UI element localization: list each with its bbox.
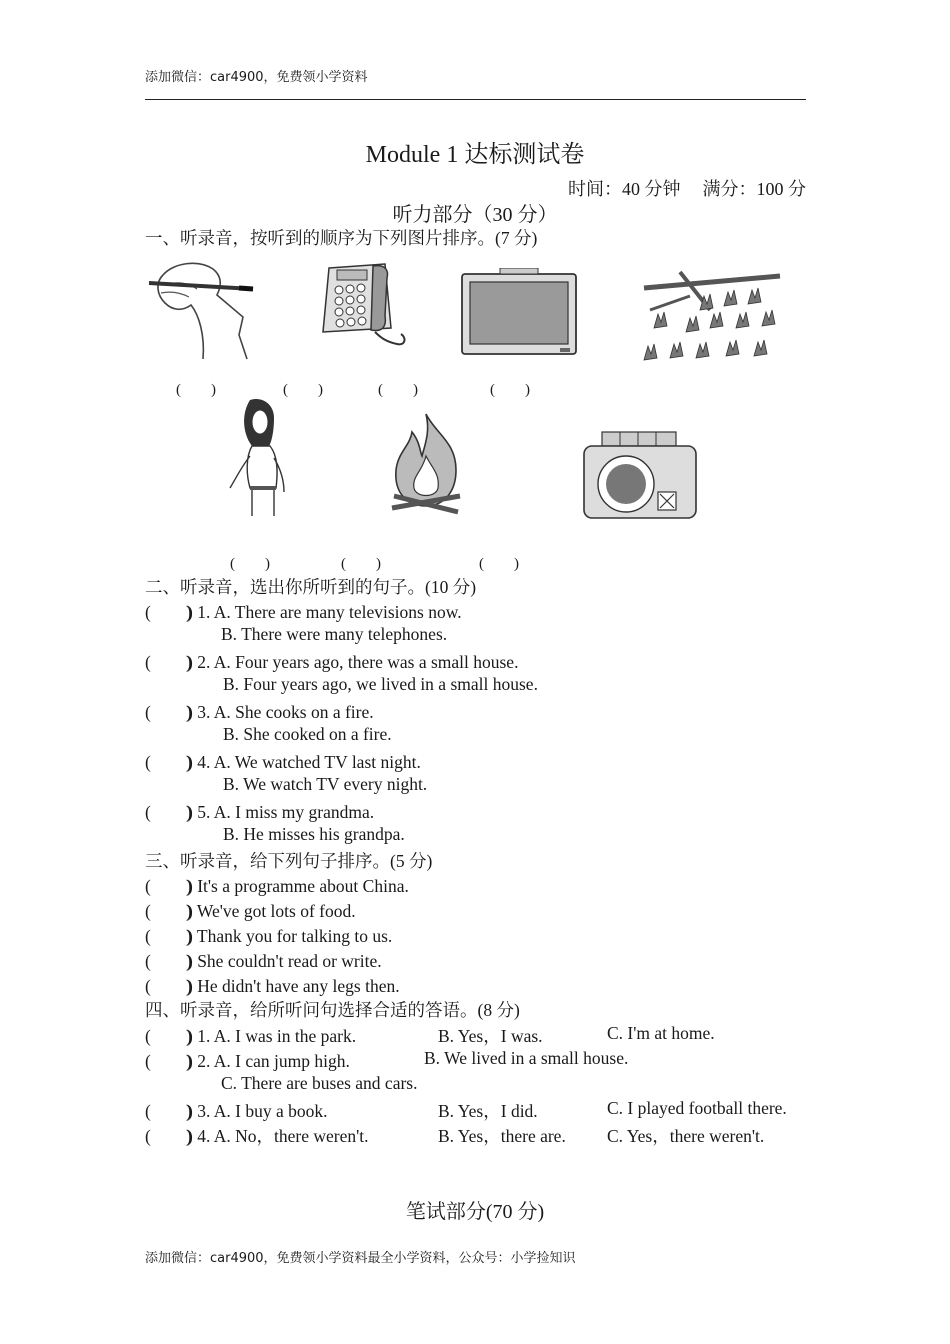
answer-blank[interactable]: ( ) [145,901,192,921]
page-title: Module 1 达标测试卷 [365,142,585,168]
option-b: B. He misses his grandpa. [223,824,405,844]
sentence: ) She couldn't read or write. [187,951,382,971]
question-item [145,649,518,674]
question-item [145,699,374,724]
option-a: ) 2. A. Four years ago, there was a small house. [187,652,519,672]
telephone-icon [315,258,411,354]
writing-part-heading: 笔试部分(70 分) [405,1201,545,1223]
ordering-item [145,973,400,998]
question-item [145,749,421,774]
answer-blank[interactable]: ( ) [145,602,192,622]
question-item [145,599,462,624]
option-b: B. She cooked on a fire. [223,724,392,744]
section4-heading: 四、听录音，给所听问句选择合适的答语。(8 分) [145,1000,520,1020]
answer-blank[interactable]: ( ) [145,1026,192,1046]
question-item [145,1098,327,1123]
option-a: ) 3. A. She cooks on a fire. [187,702,374,722]
option-a: ) 4. A. We watched TV last night. [187,752,421,772]
option-a: ) 1. A. I was in the park. [187,1026,357,1046]
fire-icon [386,412,466,520]
header-note: 添加微信：car4900，免费领小学资料 [145,70,368,85]
hand-writing-icon [143,255,257,365]
time-limit: 时间：40 分钟 [568,179,681,199]
answer-blank[interactable]: ( ) [490,382,530,398]
answer-blank[interactable]: ( ) [378,382,418,398]
sentence: ) It's a programme about China. [187,876,409,896]
answer-blank[interactable]: ( ) [145,1101,192,1121]
option-c: C. I'm at home. [607,1023,715,1043]
sentence: ) He didn't have any legs then. [187,976,400,996]
television-icon [460,268,578,358]
option-c: C. There are buses and cars. [221,1073,418,1093]
answer-blank[interactable]: ( ) [145,926,192,946]
option-a: ) 3. A. I buy a book. [187,1101,328,1121]
option-b: B. Yes，there are. [438,1126,566,1146]
question-item [145,1123,369,1148]
ordering-item [145,898,356,923]
answer-blank[interactable]: ( ) [145,1051,192,1071]
answer-blank[interactable]: ( ) [145,951,192,971]
section3-heading: 三、听录音，给下列句子排序。(5 分) [145,851,433,871]
answer-blank[interactable]: ( ) [176,382,216,398]
option-a: ) 4. A. No，there weren't. [187,1126,369,1146]
answer-blank[interactable]: ( ) [145,876,192,896]
section2-heading: 二、听录音，选出你所听到的句子。(10 分) [145,577,477,597]
option-b: B. Yes，I did. [438,1101,538,1121]
question-item [145,799,374,824]
question-item [145,1048,350,1073]
sentence: ) We've got lots of food. [187,901,356,921]
footer-note: 添加微信：car4900，免费领小学资料最全小学资料，公众号：小学捡知识 [145,1251,576,1266]
option-b: B. We watch TV every night. [223,774,428,794]
header-divider [145,99,806,100]
answer-blank[interactable]: ( ) [145,702,192,722]
radio-icon [580,430,700,522]
question-item [145,1023,356,1048]
answer-blank[interactable]: ( ) [145,976,192,996]
option-c: C. I played football there. [607,1098,787,1118]
answer-blank[interactable]: ( ) [341,556,381,572]
answer-blank[interactable]: ( ) [145,1126,192,1146]
ordering-item [145,923,392,948]
listening-part-heading: 听力部分（30 分） [392,204,558,226]
option-c: C. Yes，there weren't. [607,1126,765,1146]
option-b: B. There were many telephones. [221,624,448,644]
section1-heading: 一、听录音，按听到的顺序为下列图片排序。(7 分) [145,228,538,248]
ordering-item [145,873,409,898]
option-b: B. We lived in a small house. [424,1048,629,1068]
ordering-item [145,948,382,973]
option-b: B. Four years ago, we lived in a small house. [223,674,538,694]
option-a: ) 2. A. I can jump high. [187,1051,350,1071]
answer-blank[interactable]: ( ) [479,556,519,572]
answer-blank[interactable]: ( ) [145,752,192,772]
answer-blank[interactable]: ( ) [145,802,192,822]
answer-blank[interactable]: ( ) [145,652,192,672]
sentence: ) Thank you for talking to us. [187,926,393,946]
answer-blank[interactable]: ( ) [230,556,270,572]
grass-field-icon [640,270,784,366]
option-a: ) 1. A. There are many televisions now. [187,602,462,622]
full-score: 满分：100 分 [702,179,806,199]
option-a: ) 5. A. I miss my grandma. [187,802,375,822]
answer-blank[interactable]: ( ) [283,382,323,398]
woman-icon [222,396,292,518]
option-b: B. Yes，I was. [438,1026,543,1046]
